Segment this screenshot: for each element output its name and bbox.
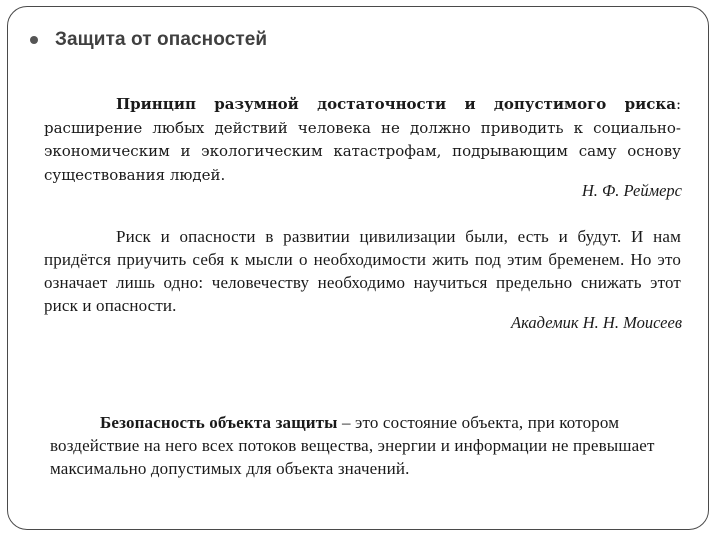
author-moiseev: Академик Н. Н. Моисеев bbox=[511, 313, 682, 332]
quote-reimers-separator: : bbox=[675, 95, 681, 113]
quote-moiseev bbox=[44, 225, 681, 317]
author-reimers: Н. Ф. Реймерс bbox=[581, 181, 682, 200]
quote-reimers-term: Принцип разумной достаточности и допустимого риска bbox=[116, 95, 676, 113]
bullet-icon bbox=[30, 36, 38, 44]
quote-reimers-text: расширение любых действий человека не должно приводить к социально-экономическим и экологическим катастрофам, подрывающим саму основу существования людей. bbox=[44, 118, 681, 184]
quote-moiseev-text: Риск и опасности в развитии цивилизации были, есть и будут. И нам придётся приучить себя к мысли о необходимости жить под этим бременем. Но это означает лишь одно: человечеству необходимо научиться предельно снижать этот риск и опасности. bbox=[44, 227, 681, 315]
definition-safety bbox=[50, 411, 682, 480]
slide-title: Защита от опасностей bbox=[55, 29, 268, 50]
definition-term: Безопасность объекта защиты bbox=[100, 413, 338, 432]
title-row bbox=[30, 26, 267, 54]
quote-reimers bbox=[44, 93, 681, 187]
definition-text: – это состояние объекта, при котором воздействие на него всех потоков вещества, энергии и информации не превышает максимально допустимых для объекта значений. bbox=[50, 413, 655, 478]
